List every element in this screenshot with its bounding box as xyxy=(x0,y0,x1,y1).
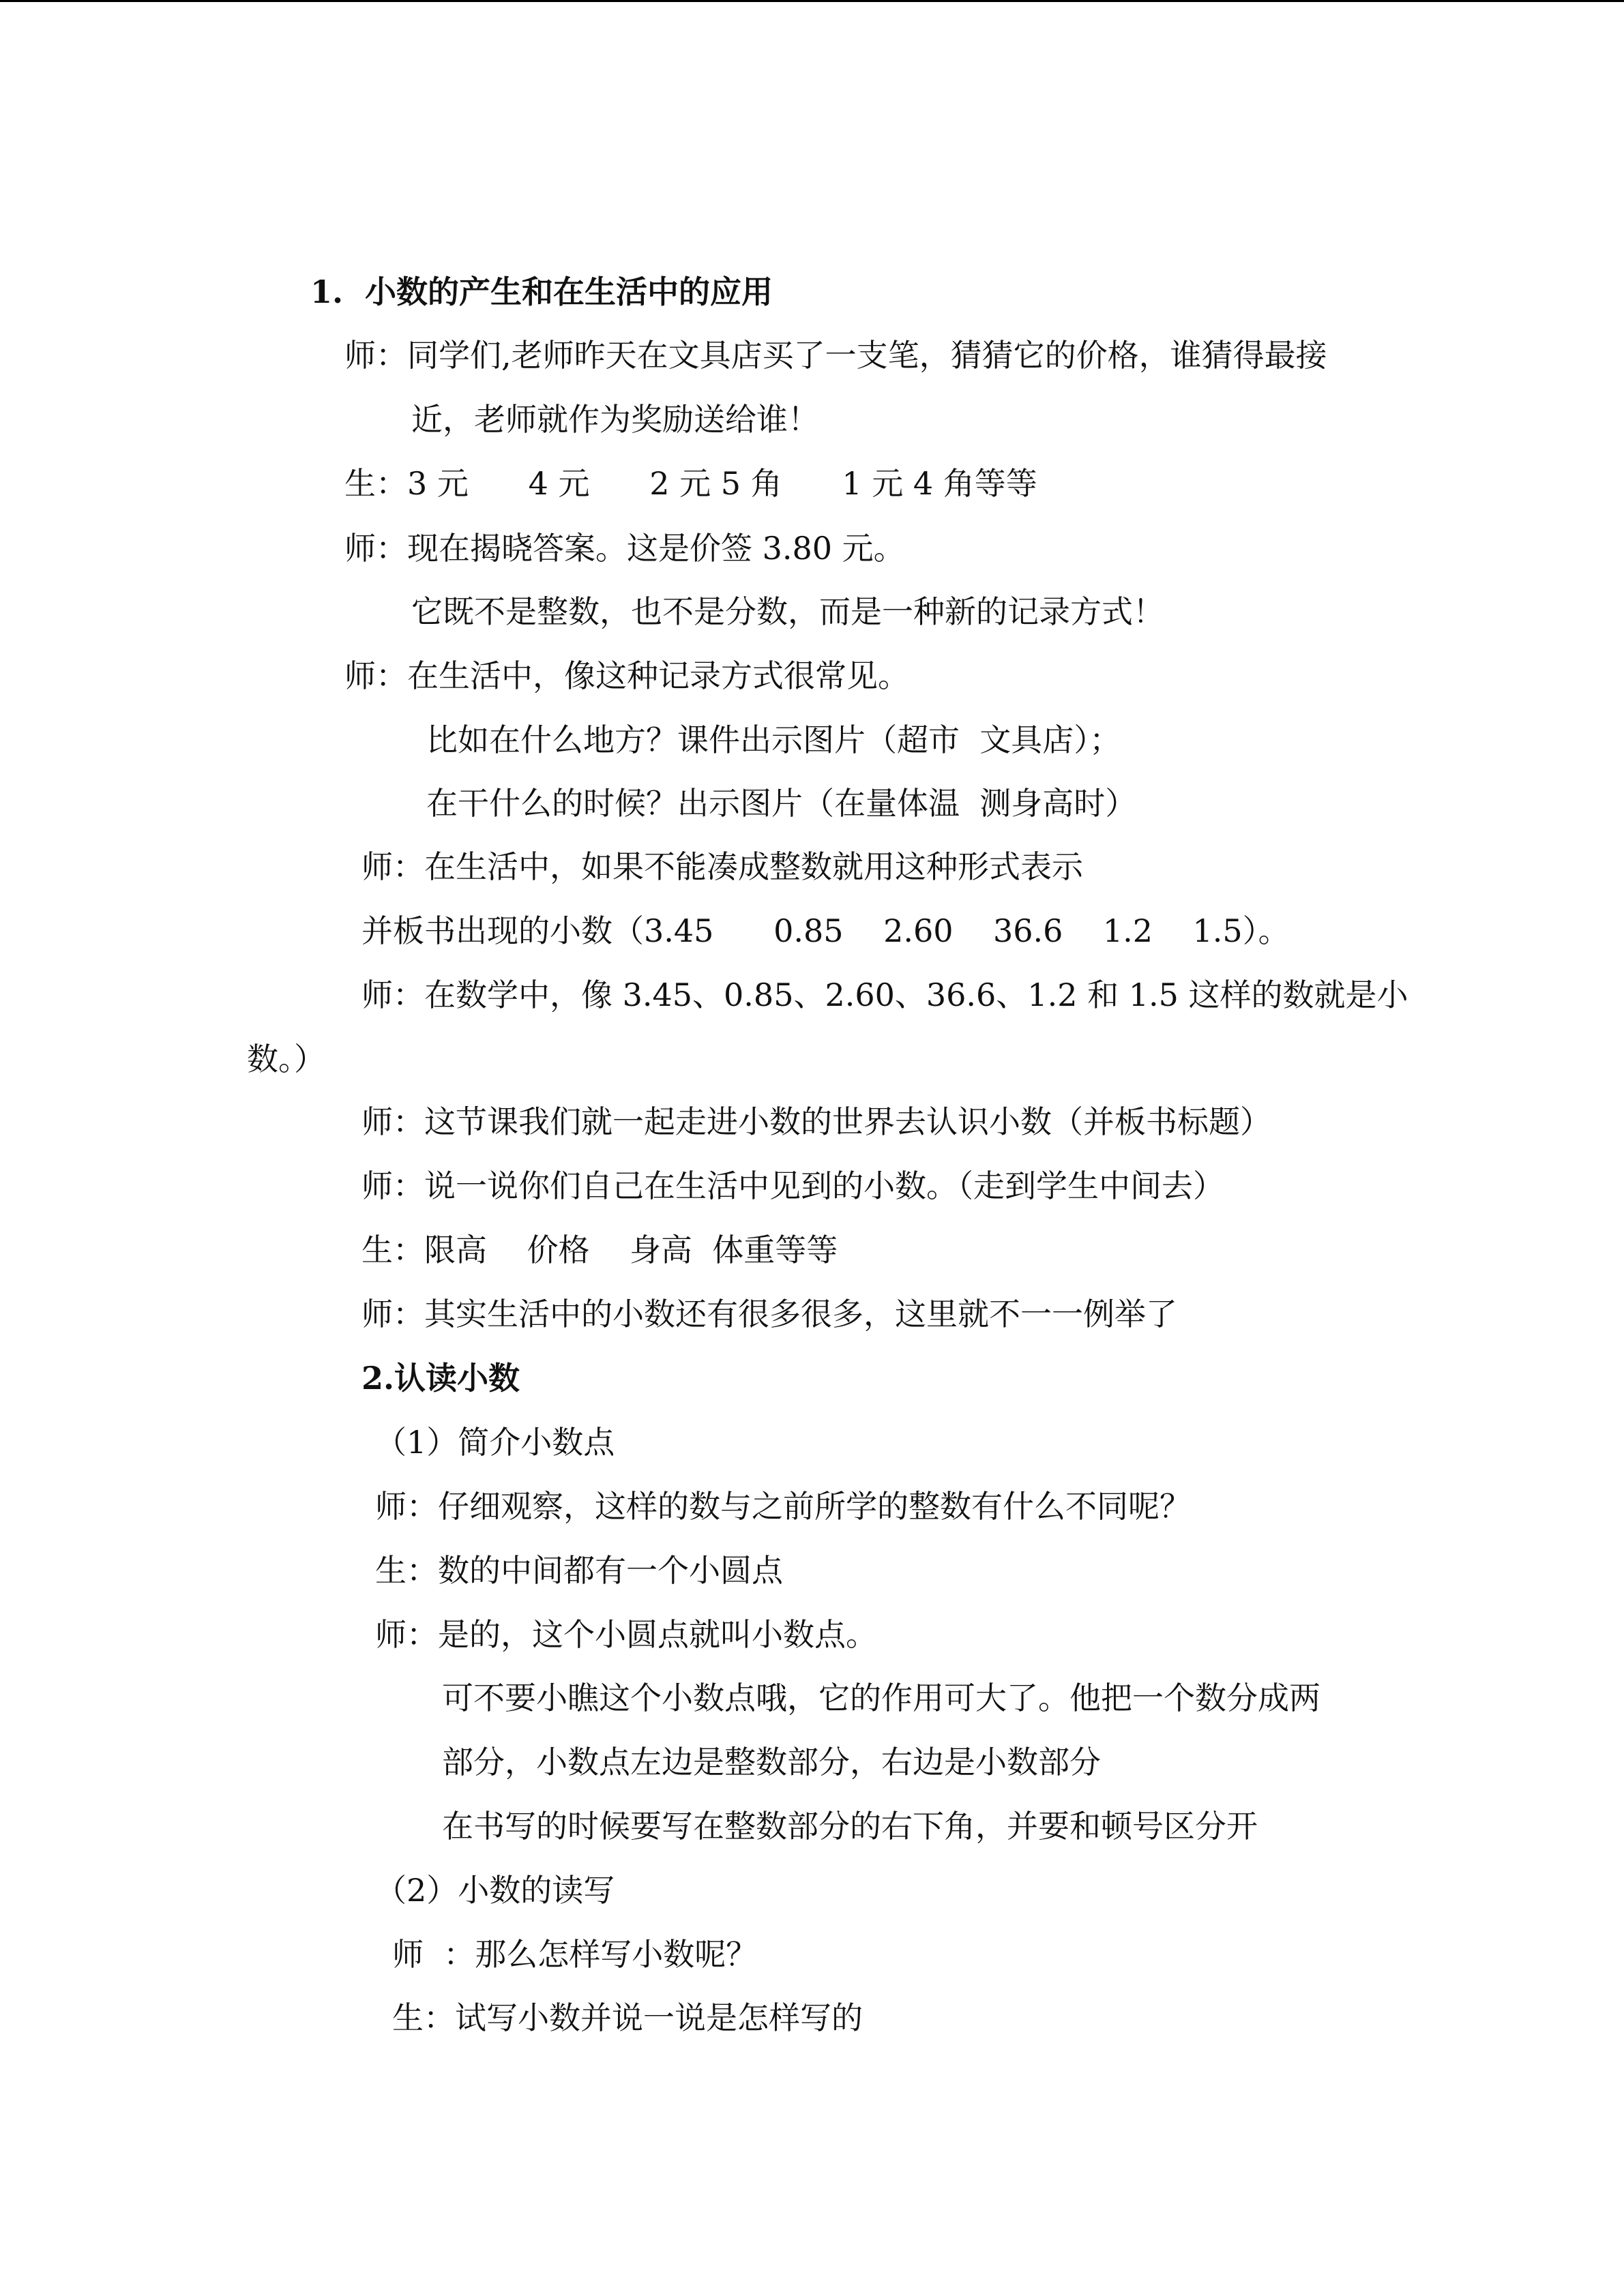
text-line: 生：数的中间都有一个小圆点 xyxy=(375,1552,783,1589)
text-line: 师：在生活中，如果不能凑成整数就用这种形式表示 xyxy=(361,848,1083,885)
section-heading-1: 1. 小数的产生和在生活中的应用 xyxy=(310,273,773,310)
text-line: 它既不是整数，也不是分数，而是一种新的记录方式！ xyxy=(411,593,1164,630)
text-line: 师：在数学中，像 3.45、0.85、2.60、36.6、1.2 和 1.5 这样的数就是小 xyxy=(361,976,1408,1013)
text-line: 师：是的，这个小圆点就叫小数点。 xyxy=(375,1616,877,1653)
subsection-heading: （1）简介小数点 xyxy=(375,1424,615,1461)
text-line: 师：在生活中，像这种记录方式很常见。 xyxy=(344,657,909,694)
text-line: 生：限高 价格 身高 体重等等 xyxy=(361,1232,838,1268)
text-line: 并板书出现的小数（3.45 0.85 2.60 36.6 1.2 1.5）。 xyxy=(361,912,1290,949)
text-line: 生：试写小数并说一说是怎样写的 xyxy=(392,1999,863,2036)
text-line: 在书写的时候要写在整数部分的右下角，并要和顿号区分开 xyxy=(442,1808,1258,1845)
text-line: 可不要小瞧这个小数点哦，它的作用可大了。他把一个数分成两 xyxy=(442,1680,1320,1716)
section-heading-2: 2.认读小数 xyxy=(361,1360,520,1397)
page-top-border xyxy=(0,0,1624,2)
text-line: 师：仔细观察，这样的数与之前所学的整数有什么不同呢？ xyxy=(375,1488,1191,1525)
subsection-heading: （2）小数的读写 xyxy=(375,1872,615,1909)
text-line: 近，老师就作为奖励送给谁！ xyxy=(411,401,819,438)
text-line: 师：现在揭晓答案。这是价签 3.80 元。 xyxy=(344,530,905,567)
text-line: 生：3 元 4 元 2 元 5 角 1 元 4 角等等 xyxy=(344,465,1037,502)
text-line: 师 ：那么怎样写小数呢？ xyxy=(392,1936,758,1973)
text-line: 数。） xyxy=(247,1041,325,1077)
text-line: 比如在什么地方？课件出示图片（超市 文具店）； xyxy=(426,721,1121,758)
text-line: 师：这节课我们就一起走进小数的世界去认识小数（并板书标题） xyxy=(361,1103,1271,1140)
text-line: 师：其实生活中的小数还有很多很多，这里就不一一例举了 xyxy=(361,1296,1177,1332)
text-line: 部分，小数点左边是整数部分，右边是小数部分 xyxy=(442,1744,1101,1780)
text-line: 在干什么的时候？出示图片（在量体温 测身高时） xyxy=(426,785,1137,822)
text-line: 师：说一说你们自己在生活中见到的小数。（走到学生中间去） xyxy=(361,1167,1224,1204)
text-line: 师：同学们,老师昨天在文具店买了一支笔，猜猜它的价格，谁猜得最接 xyxy=(344,337,1327,374)
